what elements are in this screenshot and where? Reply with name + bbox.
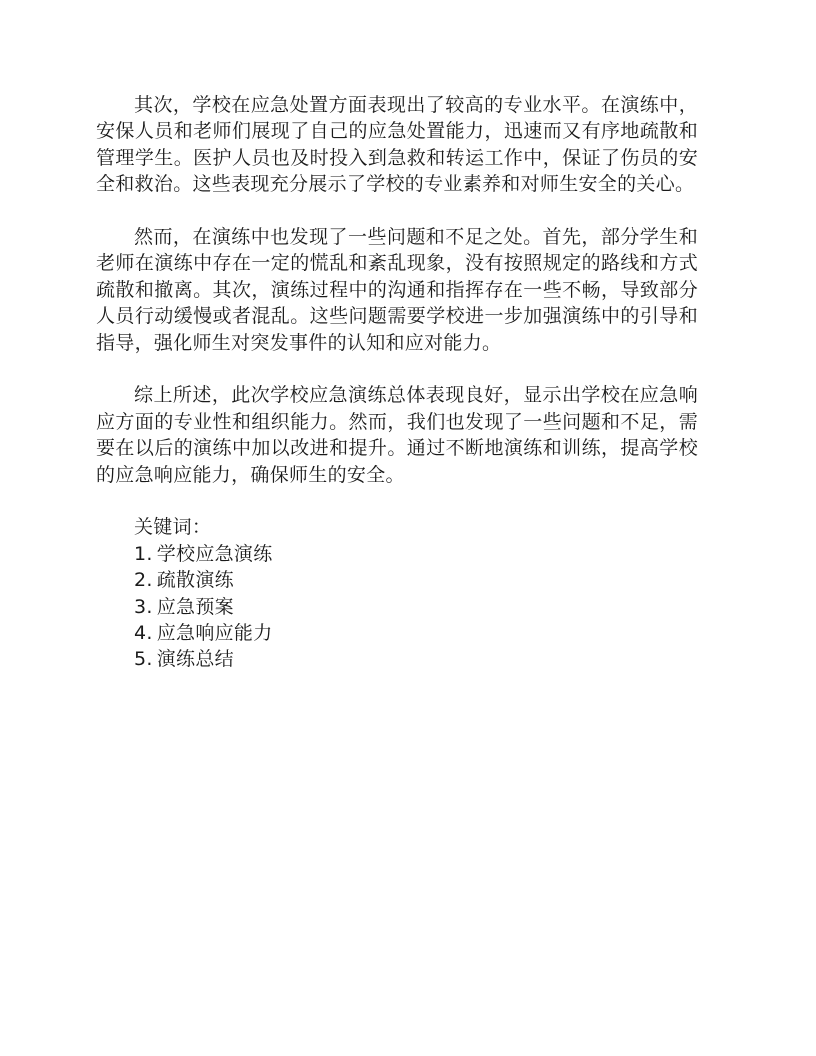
paragraph: 综上所述，此次学校应急演练总体表现良好，显示出学校在应急响应方面的专业性和组织能力。然而，我们也发现了一些问题和不足，需要在以后的演练中加以改进和提升。通过不断地演练和训练，提高学校的应急响应能力，确保师生的安全。 <box>96 384 698 486</box>
list-item <box>96 541 698 567</box>
list-item-number: 2. <box>134 569 153 592</box>
list-item-number: 1. <box>134 542 153 565</box>
keywords-list <box>96 541 698 673</box>
list-item-number: 5. <box>134 648 153 671</box>
list-item-number: 4. <box>134 622 153 645</box>
list-item <box>96 620 698 646</box>
list-item-text: 疏散演练 <box>156 569 234 592</box>
list-item <box>96 594 698 620</box>
keywords-heading: 关键词： <box>134 516 212 539</box>
list-item-text: 演练总结 <box>156 648 234 671</box>
list-item-number: 3. <box>134 595 153 618</box>
list-item <box>96 567 698 593</box>
list-item <box>96 646 698 672</box>
list-item-text: 学校应急演练 <box>156 542 273 565</box>
list-item-text: 应急预案 <box>156 595 234 618</box>
list-item-text: 应急响应能力 <box>156 622 273 645</box>
document-body <box>96 92 698 673</box>
paragraph: 然而，在演练中也发现了一些问题和不足之处。首先，部分学生和老师在演练中存在一定的慌乱和紊乱现象，没有按照规定的路线和方式疏散和撤离。其次，演练过程中的沟通和指挥存在一些不畅，导致部分人员行动缓慢或者混乱。这些问题需要学校进一步加强演练中的引导和指导，强化师生对突发事件的认知和应对能力。 <box>96 226 698 354</box>
paragraph: 其次，学校在应急处置方面表现出了较高的专业水平。在演练中，安保人员和老师们展现了自己的应急处置能力，迅速而又有序地疏散和管理学生。医护人员也及时投入到急救和转运工作中，保证了伤员的安全和救治。这些表现充分展示了学校的专业素养和对师生安全的关心。 <box>96 94 698 196</box>
